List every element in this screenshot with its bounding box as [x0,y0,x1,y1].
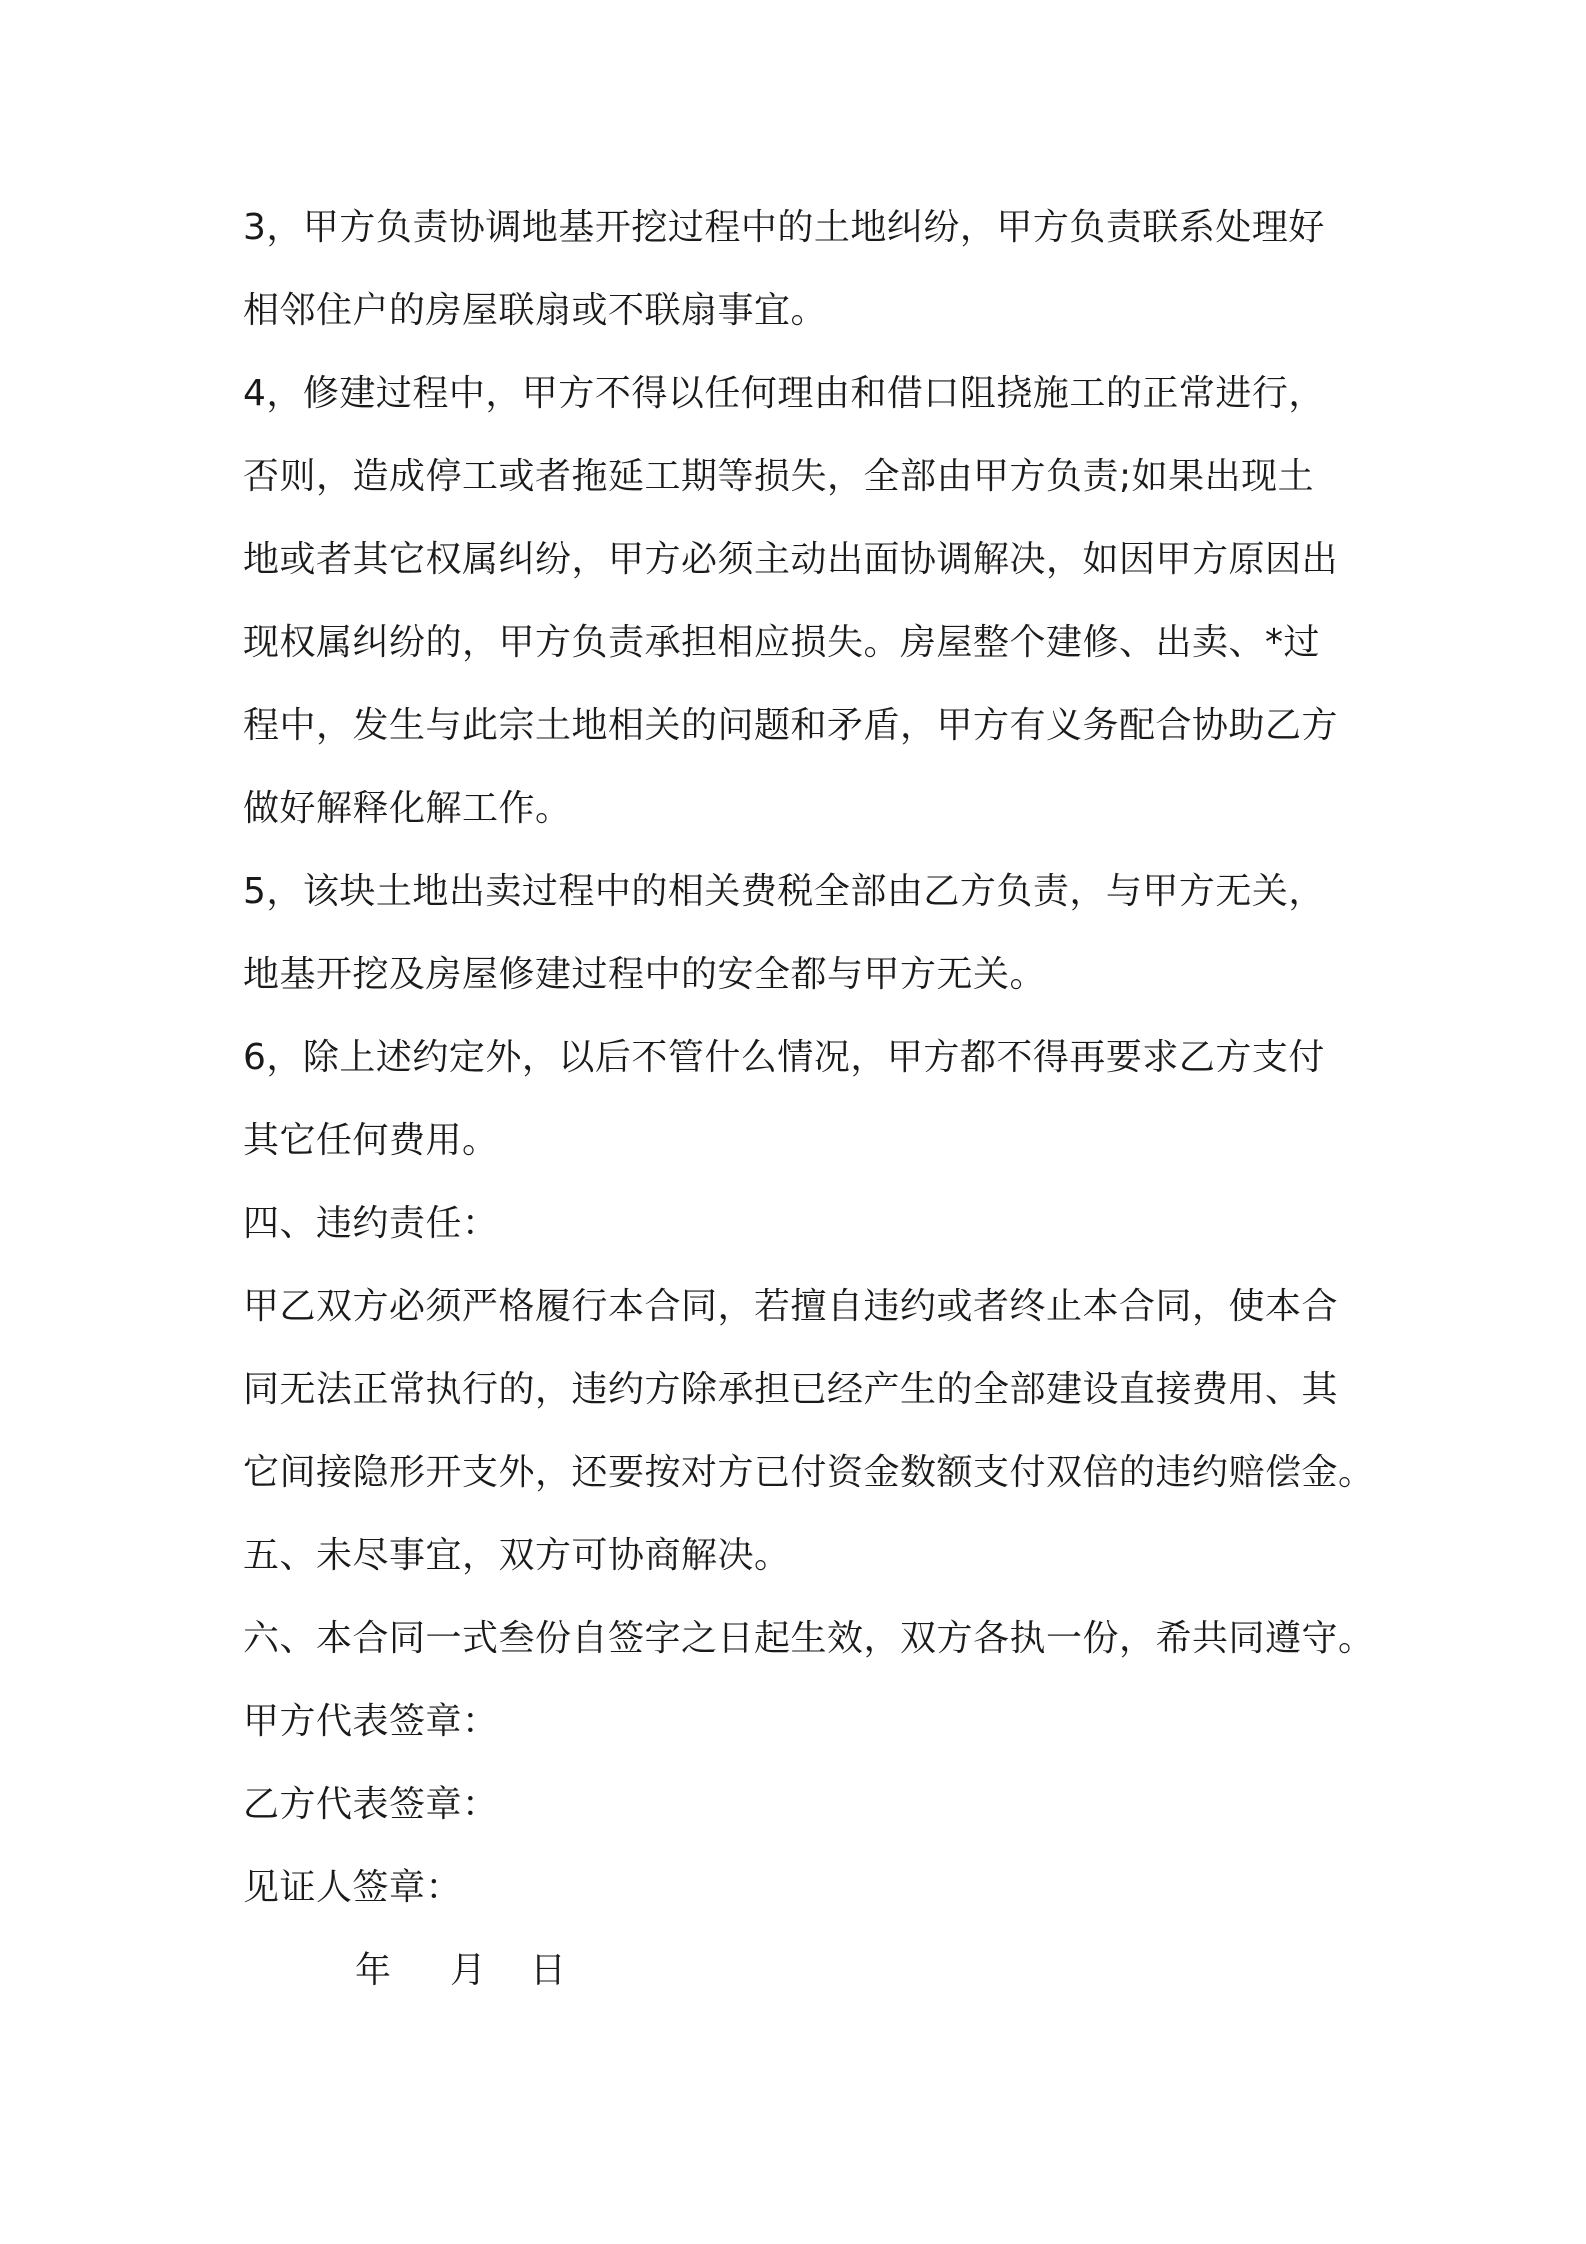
witness-signature-label: 见证人签章： [243,1867,463,1908]
date-day-label: 日 [530,1950,567,1991]
clause-5-line-2: 地基开挖及房屋修建过程中的安全都与甲方无关。 [243,954,1047,995]
clause-4-line-1: 4，修建过程中，甲方不得以任何理由和借口阻挠施工的正常进行， [243,373,1325,414]
clause-4-line-4: 现权属纠纷的，甲方负责承担相应损失。房屋整个建修、出卖、*过 [243,622,1321,663]
date-line [355,1939,755,2003]
clause-4-line-6: 做好解释化解工作。 [243,788,572,829]
party-b-signature-label: 乙方代表签章： [243,1784,499,1825]
date-month-label: 月 [450,1950,487,1991]
section-5-line: 五、未尽事宜，双方可协商解决。 [243,1535,791,1576]
section-6-line: 六、本合同一式叁份自签字之日起生效，双方各执一份，希共同遵守。 [243,1618,1375,1659]
breach-line-1: 甲乙双方必须严格履行本合同，若擅自违约或者终止本合同，使本合 [243,1286,1339,1327]
clause-4-line-2: 否则，造成停工或者拖延工期等损失，全部由甲方负责;如果出现土 [243,456,1315,497]
clause-6-line-2: 其它任何费用。 [243,1120,499,1161]
clause-6-line-1: 6，除上述约定外，以后不管什么情况，甲方都不得再要求乙方支付 [243,1037,1325,1078]
clause-3-line-2: 相邻住户的房屋联扇或不联扇事宜。 [243,290,828,331]
date-year-label: 年 [355,1950,392,1991]
clause-4-line-3: 地或者其它权属纠纷，甲方必须主动出面协调解决，如因甲方原因出 [243,539,1339,580]
party-a-signature-label: 甲方代表签章： [243,1701,499,1742]
clause-3-line-1: 3，甲方负责协调地基开挖过程中的土地纠纷，甲方负责联系处理好 [243,207,1325,248]
section-4-heading: 四、违约责任： [243,1203,499,1244]
clause-4-line-5: 程中，发生与此宗土地相关的问题和矛盾，甲方有义务配合协助乙方 [243,705,1339,746]
breach-line-2: 同无法正常执行的，违约方除承担已经产生的全部建设直接费用、其 [243,1369,1339,1410]
clause-5-line-1: 5，该块土地出卖过程中的相关费税全部由乙方负责，与甲方无关， [243,871,1325,912]
breach-line-3: 它间接隐形开支外，还要按对方已付资金数额支付双倍的违约赔偿金。 [243,1452,1375,1493]
